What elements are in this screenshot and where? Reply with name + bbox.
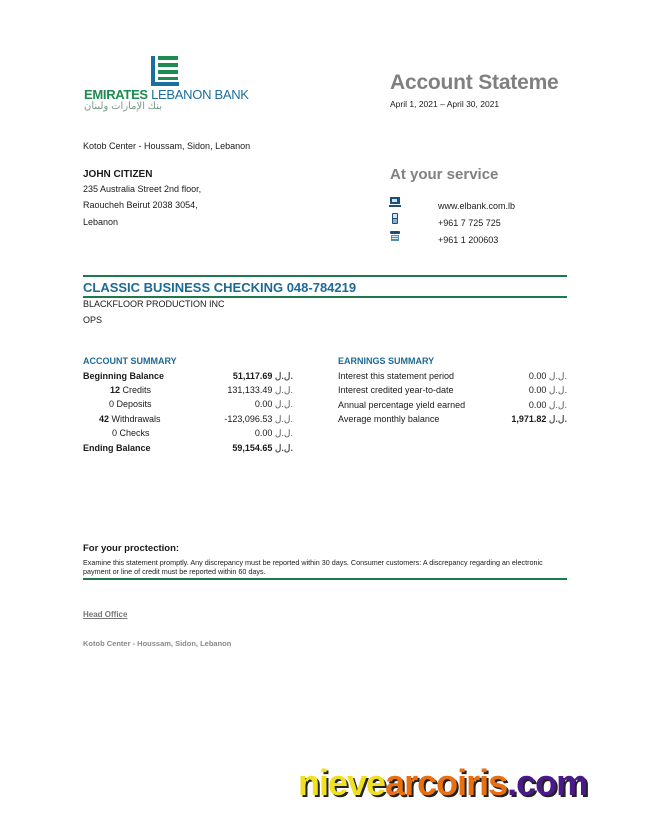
- amount-value: 0.00: [254, 399, 273, 409]
- amount-value: 131,133.49: [227, 385, 273, 395]
- service-phone: +961 1 200603: [438, 235, 499, 245]
- earnings-amount-interest-period: [437, 371, 567, 382]
- head-office-link[interactable]: Head Office: [83, 610, 128, 619]
- credits-label: Credits: [122, 385, 152, 395]
- bank-name-part3: BANK: [214, 87, 249, 102]
- amount-value: 0.00: [528, 400, 547, 410]
- earnings-summary-heading: EARNINGS SUMMARY: [338, 356, 435, 366]
- customer-address-line-2: Raoucheh Beirut 2038 3054,: [83, 200, 198, 210]
- watermark: [298, 762, 587, 804]
- computer-icon: [389, 195, 401, 206]
- currency-label: ل.ل.: [274, 414, 293, 424]
- customer-name: JOHN CITIZEN: [83, 169, 153, 180]
- summary-label-checks: [112, 428, 150, 438]
- head-office-address: Kotob Center - Houssam, Sidon, Lebanon: [83, 639, 232, 648]
- customer-address-line-3: Lebanon: [83, 217, 119, 227]
- summary-amount-ending-balance: [163, 443, 293, 454]
- credits-count: 12: [110, 385, 121, 395]
- watermark-part1: nieve: [298, 762, 386, 803]
- amount-value: 51,117.69: [232, 371, 273, 381]
- statement-period: April 1, 2021 – April 30, 2021: [390, 99, 500, 109]
- earnings-amount-avg-balance: [437, 414, 567, 425]
- watermark-part3: .com: [507, 762, 588, 803]
- summary-label-deposits: [109, 399, 152, 409]
- bank-name-arabic: بنك الإمارات ولبنان: [84, 101, 162, 112]
- bank-name-part2: LEBANON: [151, 87, 212, 102]
- summary-amount-deposits: [163, 399, 293, 410]
- currency-label: ل.ل.: [274, 385, 293, 395]
- amount-value: 0.00: [254, 428, 273, 438]
- amount-value: 1,971.82: [511, 414, 547, 424]
- currency-label: ل.ل.: [548, 385, 567, 395]
- protection-text: Examine this statement promptly. Any discrepancy must be reported within 30 days. Consumer customers: A discrepancy regarding an electronic payment or line of credit must be reported within 60 days.: [83, 558, 543, 576]
- mobile-phone-icon: [389, 211, 401, 222]
- bank-name-english: [84, 87, 249, 102]
- watermark-part2: arcoiris: [385, 762, 508, 803]
- account-subline: OPS: [83, 315, 103, 325]
- currency-label: ل.ل.: [274, 443, 293, 453]
- currency-label: ل.ل.: [274, 399, 293, 409]
- divider-bottom: [83, 578, 567, 580]
- page-title: Account Stateme: [390, 71, 559, 94]
- amount-value: -123,096.53: [224, 414, 273, 424]
- checks-count: 0: [112, 428, 118, 438]
- bank-name-part1: EMIRATES: [84, 87, 148, 102]
- earnings-label-avg-balance: Average monthly balance: [338, 414, 440, 424]
- service-mobile: +961 7 725 725: [438, 218, 501, 228]
- earnings-amount-interest-ytd: [437, 385, 567, 396]
- customer-address-line-1: 235 Australia Street 2nd floor,: [83, 184, 202, 194]
- earnings-label-interest-period: Interest this statement period: [338, 371, 455, 381]
- account-title: CLASSIC BUSINESS CHECKING 048-784219: [83, 280, 357, 295]
- currency-label: ل.ل.: [548, 400, 567, 410]
- currency-label: ل.ل.: [548, 371, 567, 381]
- earnings-amount-apy: [437, 400, 567, 411]
- amount-value: 59,154.65: [232, 443, 273, 453]
- divider-top: [83, 275, 567, 277]
- divider-account: [83, 296, 567, 298]
- protection-title: For your proctection:: [83, 543, 180, 554]
- account-holder: BLACKFLOOR PRODUCTION INC: [83, 299, 225, 309]
- summary-amount-withdrawals: [163, 414, 293, 425]
- amount-value: 0.00: [528, 371, 547, 381]
- service-title: At your service: [390, 166, 499, 183]
- telephone-icon: [389, 229, 401, 240]
- deposits-label: Deposits: [116, 399, 152, 409]
- currency-label: ل.ل.: [274, 371, 293, 381]
- service-website[interactable]: www.elbank.com.lb: [438, 201, 516, 211]
- bank-logo-icon: [150, 56, 180, 86]
- summary-amount-credits: [163, 385, 293, 396]
- summary-amount-beginning-balance: [163, 371, 293, 382]
- checks-label: Checks: [119, 428, 150, 438]
- currency-label: ل.ل.: [274, 428, 293, 438]
- currency-label: ل.ل.: [548, 414, 567, 424]
- withdrawals-count: 42: [99, 414, 110, 424]
- summary-label-withdrawals: [99, 414, 161, 424]
- deposits-count: 0: [109, 399, 115, 409]
- branch-address: Kotob Center - Houssam, Sidon, Lebanon: [83, 141, 251, 151]
- earnings-label-apy: Annual percentage yield earned: [338, 400, 466, 410]
- withdrawals-label: Withdrawals: [111, 414, 161, 424]
- summary-label-ending-balance: Ending Balance: [83, 443, 151, 453]
- summary-label-beginning-balance: Beginning Balance: [83, 371, 165, 381]
- summary-label-credits: [110, 385, 151, 395]
- earnings-label-interest-ytd: Interest credited year-to-date: [338, 385, 454, 395]
- amount-value: 0.00: [528, 385, 547, 395]
- account-summary-heading: ACCOUNT SUMMARY: [83, 356, 177, 366]
- summary-amount-checks: [163, 428, 293, 439]
